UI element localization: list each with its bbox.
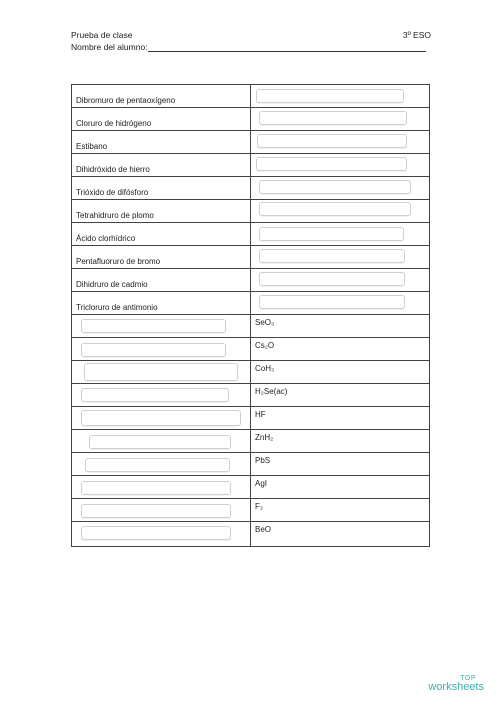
name-answer-input[interactable]	[89, 435, 231, 449]
name-answer-input[interactable]	[81, 343, 226, 357]
table-row	[72, 85, 430, 108]
answer-cell	[72, 522, 251, 547]
table-row	[72, 361, 430, 384]
formula-label: AgI	[255, 479, 268, 488]
answer-cell	[251, 177, 430, 200]
compound-name: Tetrahidruro de plomo	[76, 211, 154, 220]
formula-label: PbS	[255, 456, 271, 465]
table-row	[72, 292, 430, 315]
answer-cell	[72, 430, 251, 453]
table-row	[72, 315, 430, 338]
exercise-table	[71, 84, 430, 547]
formula-answer-input[interactable]	[259, 249, 405, 263]
name-cell	[72, 85, 251, 108]
formula-answer-input[interactable]	[259, 272, 405, 286]
answer-cell	[72, 499, 251, 522]
topworksheets-logo	[428, 675, 484, 693]
formula-cell	[251, 361, 430, 384]
name-cell	[72, 108, 251, 131]
formula-label: ZnH₂	[255, 433, 274, 442]
name-answer-input[interactable]	[81, 410, 241, 426]
compound-name: Trióxido de difósforo	[76, 188, 149, 197]
formula-label: H₂Se(ac)	[255, 387, 288, 396]
name-answer-input[interactable]	[85, 458, 230, 472]
formula-answer-input[interactable]	[259, 202, 411, 216]
formula-cell	[251, 315, 430, 338]
compound-name: Tricloruro de antimonio	[76, 303, 158, 312]
table-row	[72, 453, 430, 476]
answer-cell	[251, 292, 430, 315]
table-row	[72, 131, 430, 154]
answer-cell	[251, 223, 430, 246]
formula-cell	[251, 338, 430, 361]
formula-cell	[251, 453, 430, 476]
table-row	[72, 177, 430, 200]
name-cell	[72, 223, 251, 246]
answer-cell	[72, 407, 251, 430]
name-answer-input[interactable]	[81, 388, 229, 402]
table-row	[72, 246, 430, 269]
answer-cell	[251, 154, 430, 177]
answer-cell	[251, 200, 430, 223]
compound-name: Ácido clorhídrico	[76, 234, 136, 243]
compound-name: Dibromuro de pentaoxígeno	[76, 96, 176, 105]
formula-cell	[251, 384, 430, 407]
compound-name: Cloruro de hidrógeno	[76, 119, 152, 128]
compound-name: Estibano	[76, 142, 108, 151]
formula-label: CoH₃	[255, 364, 275, 373]
name-answer-input[interactable]	[84, 363, 238, 381]
student-name-line	[148, 51, 426, 52]
name-cell	[72, 131, 251, 154]
formula-answer-input[interactable]	[259, 111, 407, 125]
formula-cell	[251, 476, 430, 499]
table-row	[72, 338, 430, 361]
name-cell	[72, 246, 251, 269]
answer-cell	[72, 361, 251, 384]
compound-name: Dihidruro de cadmio	[76, 280, 148, 289]
name-answer-input[interactable]	[81, 481, 231, 495]
student-name-label: Nombre del alumno:	[71, 42, 148, 52]
table-row	[72, 476, 430, 499]
name-cell	[72, 154, 251, 177]
compound-name: Pentafluoruro de bromo	[76, 257, 161, 266]
formula-answer-input[interactable]	[259, 180, 411, 194]
formula-answer-input[interactable]	[256, 157, 407, 171]
table-row	[72, 499, 430, 522]
formula-answer-input[interactable]	[259, 295, 405, 309]
compound-name: Dihidróxido de hierro	[76, 165, 150, 174]
formula-label: SeO₃	[255, 318, 275, 327]
formula-answer-input[interactable]	[257, 134, 407, 148]
answer-cell	[251, 269, 430, 292]
table-row	[72, 407, 430, 430]
formula-cell	[251, 430, 430, 453]
answer-cell	[72, 476, 251, 499]
table-row	[72, 430, 430, 453]
table-row	[72, 522, 430, 547]
formula-label: F₂	[255, 502, 263, 511]
formula-answer-input[interactable]	[259, 227, 404, 241]
name-cell	[72, 292, 251, 315]
formula-label: Cs₂O	[255, 341, 275, 350]
table-row	[72, 200, 430, 223]
name-answer-input[interactable]	[81, 526, 231, 540]
answer-cell	[251, 85, 430, 108]
answer-cell	[251, 246, 430, 269]
answer-cell	[72, 384, 251, 407]
answer-cell	[251, 108, 430, 131]
formula-label: BeO	[255, 525, 272, 534]
answer-cell	[251, 131, 430, 154]
name-cell	[72, 177, 251, 200]
formula-answer-input[interactable]	[256, 89, 404, 103]
formula-cell	[251, 407, 430, 430]
formula-cell	[251, 499, 430, 522]
answer-cell	[72, 453, 251, 476]
table-row	[72, 269, 430, 292]
name-cell	[72, 200, 251, 223]
table-row	[72, 223, 430, 246]
name-answer-input[interactable]	[81, 319, 226, 333]
table-row	[72, 384, 430, 407]
name-answer-input[interactable]	[81, 504, 231, 518]
logo-bottom-text: worksheets	[428, 681, 484, 693]
formula-cell	[251, 522, 430, 547]
logo-top-text: TOP	[460, 675, 476, 682]
answer-cell	[72, 338, 251, 361]
worksheet-title: Prueba de clase	[71, 30, 133, 40]
formula-label: HF	[255, 410, 266, 419]
table-row	[72, 108, 430, 131]
table-row	[72, 154, 430, 177]
answer-cell	[72, 315, 251, 338]
course-label: 3º ESO	[402, 30, 431, 40]
name-cell	[72, 269, 251, 292]
